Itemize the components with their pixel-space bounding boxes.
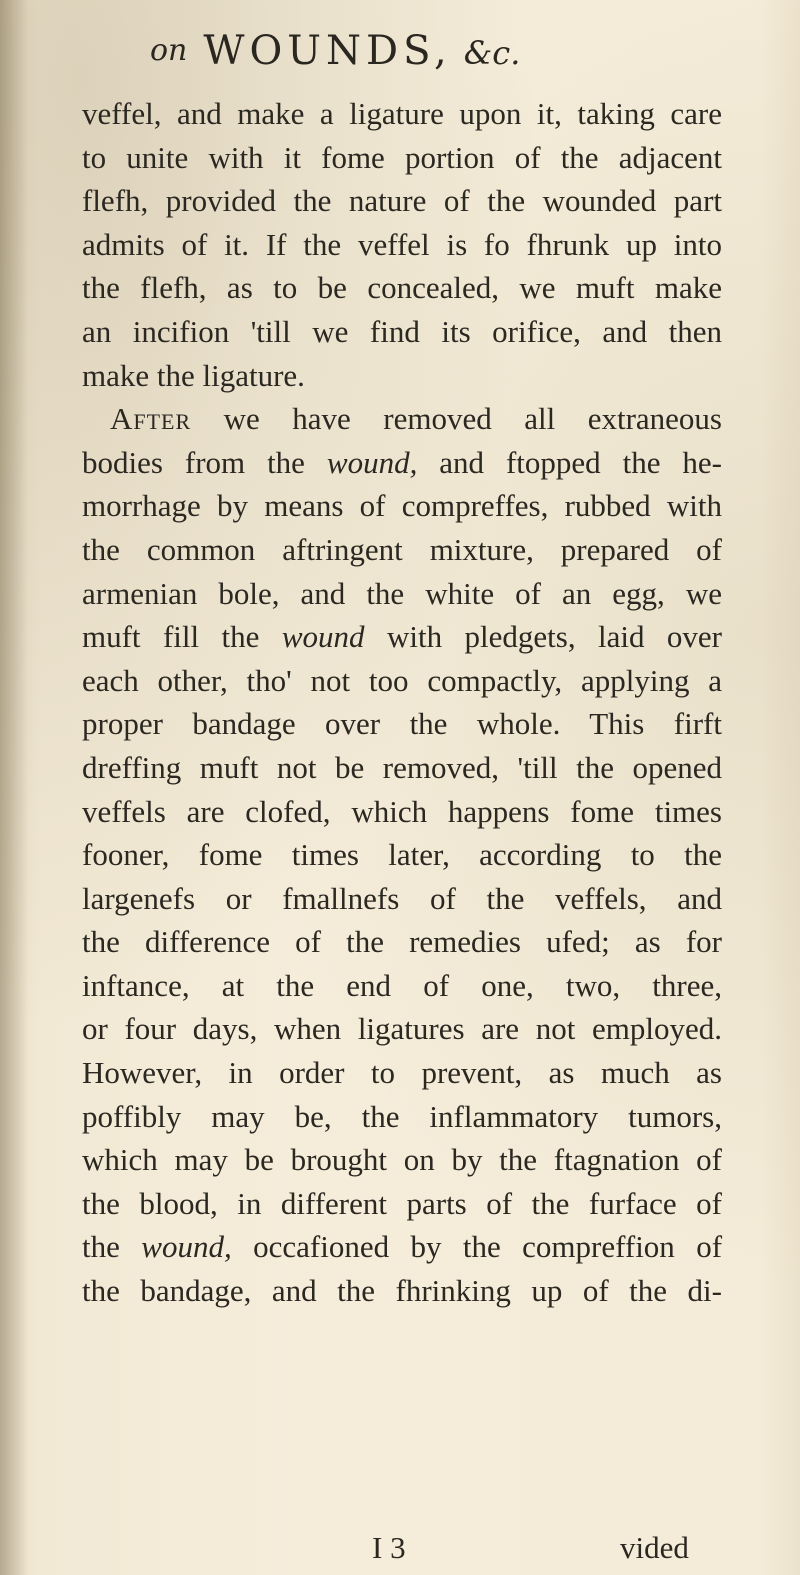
text-line xyxy=(82,1225,722,1269)
text-line: the difference of the remedies ufed; as for xyxy=(82,924,722,960)
text-line: make the ligature. xyxy=(82,357,305,393)
text-fragment: we have removed all extraneous xyxy=(223,401,722,437)
italic-word: wound, xyxy=(141,1229,232,1265)
italic-word: wound, xyxy=(326,444,418,480)
text-line: an incifion 'till we find its orifice, and then xyxy=(82,313,722,349)
text-line: dreffing muft not be removed, 'till the opened xyxy=(82,749,722,785)
text-fragment: muft fill the xyxy=(82,619,260,655)
text-line: armenian bole, and the white of an egg, we xyxy=(82,575,722,611)
text-fragment: and ftopped the he- xyxy=(439,444,722,480)
text-fragment: bodies from the xyxy=(82,444,305,480)
text-line: inftance, at the end of one, two, three, xyxy=(82,967,722,1003)
text-line: to unite with it fome portion of the adjacent xyxy=(82,139,722,175)
text-fragment: occafioned by the compreffion of xyxy=(253,1229,723,1265)
paragraph-first-word: After xyxy=(110,401,192,437)
text-line: veffels are clofed, which happens fome times xyxy=(82,793,722,829)
text-fragment: the xyxy=(82,1229,120,1265)
text-line: which may be brought on by the ftagnation of xyxy=(82,1142,722,1178)
text-line: However, in order to prevent, as much as xyxy=(82,1055,722,1091)
header-title: WOUNDS, xyxy=(203,28,452,74)
text-line: poffibly may be, the inflammatory tumors, xyxy=(82,1098,722,1134)
text-line: flefh, provided the nature of the wounded part xyxy=(82,183,722,219)
text-fragment: with pledgets, laid over xyxy=(387,619,723,655)
text-line: the blood, in different parts of the furface of xyxy=(82,1185,722,1221)
page-gutter-shadow xyxy=(0,0,28,1575)
text-line: largenefs or fmallnefs of the veffels, and xyxy=(82,880,722,916)
italic-word: wound xyxy=(281,619,365,655)
header-suffix: &c. xyxy=(463,34,521,72)
text-line: veffel, and make a ligature upon it, taking care xyxy=(82,96,722,131)
text-line: each other, tho' not too compactly, applying a xyxy=(82,662,722,698)
text-line: the bandage, and the fhrinking up of the di- xyxy=(82,1273,722,1309)
text-line: morrhage by means of compreffes, rubbed with xyxy=(82,488,722,524)
header-prefix: on xyxy=(150,33,188,68)
signature-mark: I 3 xyxy=(372,1530,406,1565)
text-line xyxy=(82,615,722,659)
catchword: vided xyxy=(620,1530,689,1565)
text-line: the flefh, as to be concealed, we muft make xyxy=(82,270,722,306)
text-line: admits of it. If the veffel is fo fhrunk up into xyxy=(82,226,722,262)
paragraph-opening-line xyxy=(82,397,722,441)
text-line: or four days, when ligatures are not employed. xyxy=(82,1011,722,1047)
text-line: the common aftringent mixture, prepared of xyxy=(82,531,722,567)
body-text xyxy=(82,92,722,1313)
text-line: proper bandage over the whole. This firft xyxy=(82,706,722,742)
text-line: fooner, fome times later, according to the xyxy=(82,837,722,873)
running-header xyxy=(150,28,670,88)
text-line xyxy=(82,441,722,485)
